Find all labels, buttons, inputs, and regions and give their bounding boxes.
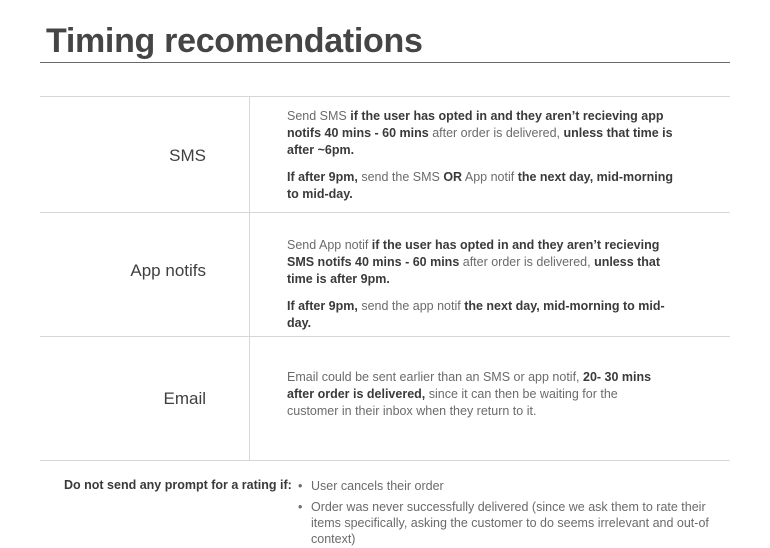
column-divider [249,96,250,460]
page-title: Timing recomendations [46,22,423,60]
emphasis-text: 20- 30 mins after order is delivered, [287,370,652,401]
channel-label-sms: SMS [169,146,206,165]
description-paragraph [287,108,682,159]
title-underline [40,62,730,63]
channel-label-app-notifs: App notifs [130,261,206,280]
row-divider-sms [40,212,730,213]
body-text: App notif [462,170,518,184]
row-description-app-notifs [287,237,682,332]
list-item: • User cancels their order [298,478,738,494]
table-top-divider [40,96,730,97]
emphasis-text: the next day, mid-morning to mid-day. [287,299,665,330]
body-text: Send App notif [287,238,372,252]
footer-label: Do not send any prompt for a rating if: [64,478,292,492]
emphasis-text: the next day, mid-morning to mid-day. [287,170,674,201]
description-paragraph [287,237,682,288]
row-divider-app-notifs [40,336,730,337]
row-description-email [287,369,667,420]
footer-exceptions-list [298,478,738,548]
body-text: Email could be sent earlier than an SMS or app notif, [287,370,583,384]
body-text: after order is delivered, [459,255,595,269]
list-item: • Order was never successfully delivered (since we ask them to rate their items specifically, asking the customer to do seems irrelevant and out-of context) [298,499,738,547]
emphasis-text: if the user has opted in and they aren’t recieving app notifs 40 mins - 60 mins [287,109,664,140]
body-text: Send SMS [287,109,351,123]
body-text: since it can then be waiting for the customer in their inbox when they return to it. [287,387,618,418]
emphasis-text: unless that time is after ~6pm. [287,126,673,157]
emphasis-text: OR [443,170,463,184]
table-bottom-divider [40,460,730,461]
emphasis-text: If after 9pm, [287,170,358,184]
body-text: send the SMS [357,170,444,184]
description-paragraph [287,369,667,420]
body-text: after order is delivered, [428,126,564,140]
emphasis-text: if the user has opted in and they aren’t recieving SMS notifs 40 mins - 60 mins [287,238,660,269]
row-description-sms [287,108,682,203]
body-text: send the app notif [357,299,465,313]
emphasis-text: If after 9pm, [287,299,358,313]
description-paragraph [287,298,682,332]
description-paragraph [287,169,682,203]
channel-label-email: Email [163,389,206,408]
emphasis-text: unless that time is after 9pm. [287,255,661,286]
